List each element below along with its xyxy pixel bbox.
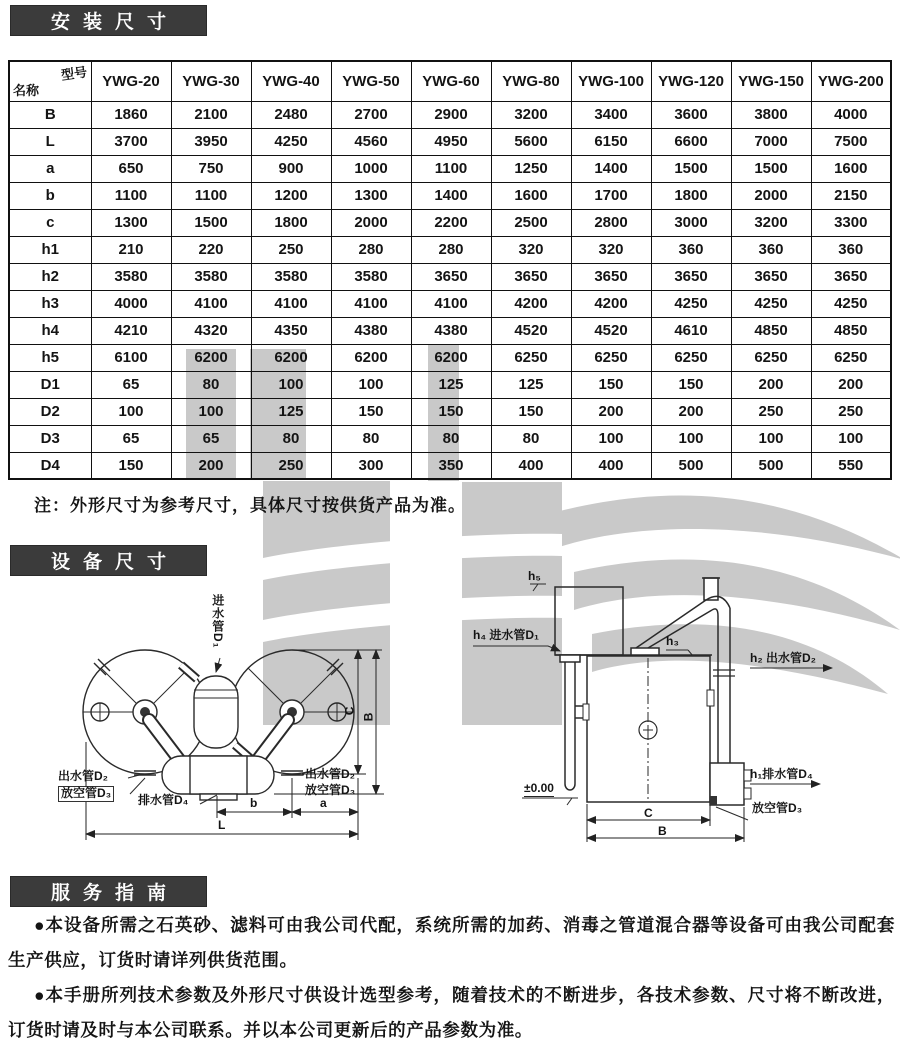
table-cell: 400 [491, 452, 571, 479]
table-cell: 125 [251, 398, 331, 425]
table-cell: 3800 [731, 101, 811, 128]
table-cell: 500 [731, 452, 811, 479]
top-view-vent-right-label: 放空管D₃ [305, 783, 356, 797]
table-cell: 500 [651, 452, 731, 479]
top-view-vent-left-label: 放空管D₃ [58, 786, 114, 802]
corner-label-model: 型号 [60, 64, 89, 83]
side-view-level-label: ±0.00 [524, 781, 554, 795]
top-view-drain-label: 排水管D₄ [138, 793, 189, 807]
corner-label-name: 名称 [13, 82, 40, 98]
table-cell: 1500 [651, 155, 731, 182]
table-cell: 360 [811, 236, 891, 263]
table-cell: 320 [571, 236, 651, 263]
table-cell: 2700 [331, 101, 411, 128]
table-cell: 150 [411, 398, 491, 425]
section-title: 安装尺寸 [50, 12, 179, 33]
table-cell: 3650 [651, 263, 731, 290]
table-cell: 6150 [571, 128, 651, 155]
table-cell: 150 [571, 371, 651, 398]
table-cell: 1300 [91, 209, 171, 236]
table-cell: 6200 [171, 344, 251, 371]
table-cell: 220 [171, 236, 251, 263]
table-row [9, 344, 891, 371]
table-cell: 4250 [651, 290, 731, 317]
dim-label-b: b [250, 796, 258, 810]
side-view-drain-label: h₁排水管D₄ [750, 767, 813, 781]
table-cell: 4850 [731, 317, 811, 344]
table-cell: 4200 [571, 290, 651, 317]
row-label: D3 [9, 425, 91, 452]
column-header: YWG-60 [411, 61, 491, 101]
table-cell: 4250 [811, 290, 891, 317]
table-cell: 100 [651, 425, 731, 452]
table-cell: 1800 [251, 209, 331, 236]
table-cell: 4350 [251, 317, 331, 344]
table-cell: 4250 [731, 290, 811, 317]
table-cell: 150 [91, 452, 171, 479]
table-cell: 900 [251, 155, 331, 182]
side-view-h5-label: h₅ [528, 569, 541, 583]
table-cell: 1500 [171, 209, 251, 236]
row-label: h2 [9, 263, 91, 290]
table-row [9, 182, 891, 209]
table-cell: 3650 [571, 263, 651, 290]
section-header-device-dimensions [10, 545, 207, 576]
table-cell: 280 [331, 236, 411, 263]
column-header: YWG-50 [331, 61, 411, 101]
service-paragraph: ●本手册所列技术参数及外形尺寸供设计选型参考，随着技术的不断进步，各技术参数、尺寸将不断改进，订货时请及时与本公司联系。并以本公司更新后的产品参数为准。 [8, 985, 895, 1040]
table-row [9, 371, 891, 398]
side-view-linework [450, 558, 900, 858]
table-cell: 3200 [491, 101, 571, 128]
table-cell: 3650 [811, 263, 891, 290]
dim-label-big-b: B [361, 712, 376, 722]
table-cell: 650 [91, 155, 171, 182]
row-label: h5 [9, 344, 91, 371]
row-label: D1 [9, 371, 91, 398]
table-cell: 4000 [811, 101, 891, 128]
table-cell: 100 [811, 425, 891, 452]
table-cell: 100 [251, 371, 331, 398]
dim-label-l: L [218, 818, 226, 832]
table-cell: 6600 [651, 128, 731, 155]
table-cell: 750 [171, 155, 251, 182]
service-paragraph: ●本设备所需之石英砂、滤料可由我公司代配，系统所需的加药、消毒之管道混合器等设备可由我公司配套生产供应，订货时请详列供货范围。 [8, 915, 895, 970]
table-cell: 1500 [731, 155, 811, 182]
top-view-outlet-left-label: 出水管D₂ [58, 769, 108, 783]
table-cell: 200 [571, 398, 651, 425]
table-cell: 200 [731, 371, 811, 398]
table-cell: 4850 [811, 317, 891, 344]
table-cell: 4950 [411, 128, 491, 155]
table-cell: 1700 [571, 182, 651, 209]
table-cell: 6250 [491, 344, 571, 371]
table-row [9, 452, 891, 479]
side-view-drawing [450, 558, 900, 858]
table-cell: 1100 [91, 182, 171, 209]
table-cell: 3580 [251, 263, 331, 290]
dim-label-a: a [320, 796, 327, 810]
table-row [9, 101, 891, 128]
table-footnote: 注：外形尺寸为参考尺寸，具体尺寸按供货产品为准。 [34, 496, 466, 515]
table-cell: 1200 [251, 182, 331, 209]
table-cell: 2500 [491, 209, 571, 236]
table-cell: 3580 [331, 263, 411, 290]
table-cell: 250 [251, 236, 331, 263]
table-cell: 6250 [571, 344, 651, 371]
table-cell: 150 [331, 398, 411, 425]
table-cell: 6250 [811, 344, 891, 371]
row-label: h1 [9, 236, 91, 263]
table-cell: 4520 [571, 317, 651, 344]
table-cell: 6200 [251, 344, 331, 371]
table-cell: 65 [171, 425, 251, 452]
table-row [9, 398, 891, 425]
table-cell: 3580 [91, 263, 171, 290]
table-row [9, 290, 891, 317]
table-cell: 2480 [251, 101, 331, 128]
side-view-vent-label: 放空管D₃ [752, 801, 803, 815]
table-cell: 100 [571, 425, 651, 452]
table-cell: 2800 [571, 209, 651, 236]
table-cell: 80 [251, 425, 331, 452]
side-view-inlet-label: h₄ 进水管D₁ [473, 628, 540, 642]
table-cell: 7000 [731, 128, 811, 155]
column-header: YWG-120 [651, 61, 731, 101]
table-cell: 200 [651, 398, 731, 425]
table-cell: 4100 [331, 290, 411, 317]
table-row [9, 155, 891, 182]
row-label: L [9, 128, 91, 155]
top-view-drawing [50, 582, 422, 854]
table-cell: 4100 [251, 290, 331, 317]
table-cell: 125 [411, 371, 491, 398]
table-cell: 3700 [91, 128, 171, 155]
table-cell: 4100 [171, 290, 251, 317]
table-cell: 80 [411, 425, 491, 452]
table-cell: 3650 [411, 263, 491, 290]
table-cell: 3300 [811, 209, 891, 236]
table-row [9, 209, 891, 236]
table-cell: 4000 [91, 290, 171, 317]
column-header: YWG-150 [731, 61, 811, 101]
table-cell: 4610 [651, 317, 731, 344]
table-cell: 350 [411, 452, 491, 479]
table-cell: 125 [491, 371, 571, 398]
table-cell: 1300 [331, 182, 411, 209]
table-cell: 3200 [731, 209, 811, 236]
table-cell: 360 [731, 236, 811, 263]
table-cell: 80 [331, 425, 411, 452]
row-label: D4 [9, 452, 91, 479]
top-view-outlet-right-label: 出水管D₂ [305, 767, 355, 781]
table-cell: 4380 [411, 317, 491, 344]
table-cell: 2900 [411, 101, 491, 128]
table-cell: 2000 [331, 209, 411, 236]
table-cell: 2000 [731, 182, 811, 209]
table-cell: 4200 [491, 290, 571, 317]
table-cell: 6250 [731, 344, 811, 371]
table-cell: 2200 [411, 209, 491, 236]
table-cell: 250 [811, 398, 891, 425]
table-cell: 6200 [331, 344, 411, 371]
table-row [9, 236, 891, 263]
table-cell: 100 [731, 425, 811, 452]
table-cell: 3950 [171, 128, 251, 155]
row-label: h4 [9, 317, 91, 344]
table-cell: 6200 [411, 344, 491, 371]
table-row [9, 263, 891, 290]
table-cell: 80 [491, 425, 571, 452]
service-guide-text [8, 908, 895, 1048]
table-cell: 3650 [731, 263, 811, 290]
table-cell: 320 [491, 236, 571, 263]
table-cell: 210 [91, 236, 171, 263]
column-header: YWG-200 [811, 61, 891, 101]
column-header: YWG-40 [251, 61, 331, 101]
table-cell: 150 [491, 398, 571, 425]
section-header-service-guide [10, 876, 207, 907]
table-row [9, 317, 891, 344]
section-title: 服务指南 [50, 883, 179, 904]
table-cell: 80 [171, 371, 251, 398]
table-cell: 550 [811, 452, 891, 479]
table-cell: 1800 [651, 182, 731, 209]
table-cell: 280 [411, 236, 491, 263]
table-cell: 1600 [811, 155, 891, 182]
table-cell: 4560 [331, 128, 411, 155]
table-cell: 2150 [811, 182, 891, 209]
table-cell: 1250 [491, 155, 571, 182]
table-header-row [9, 61, 891, 101]
table-cell: 3000 [651, 209, 731, 236]
table-cell: 400 [571, 452, 651, 479]
column-header: YWG-30 [171, 61, 251, 101]
table-cell: 1600 [491, 182, 571, 209]
corner-header-cell [9, 61, 91, 101]
table-cell: 6100 [91, 344, 171, 371]
table-cell: 200 [811, 371, 891, 398]
table-cell: 1860 [91, 101, 171, 128]
table-cell: 3600 [651, 101, 731, 128]
side-dim-label-c: C [644, 806, 653, 820]
row-label: D2 [9, 398, 91, 425]
side-view-h3-label: h₃ [666, 634, 679, 648]
table-cell: 5600 [491, 128, 571, 155]
table-cell: 6250 [651, 344, 731, 371]
column-header: YWG-80 [491, 61, 571, 101]
table-cell: 300 [331, 452, 411, 479]
table-cell: 4520 [491, 317, 571, 344]
section-title: 设备尺寸 [50, 552, 179, 573]
top-view-inlet-label: 进水管D₁ [210, 594, 225, 649]
column-header: YWG-100 [571, 61, 651, 101]
table-cell: 1400 [411, 182, 491, 209]
table-cell: 200 [171, 452, 251, 479]
table-cell: 1400 [571, 155, 651, 182]
row-label: B [9, 101, 91, 128]
row-label: c [9, 209, 91, 236]
table-row [9, 425, 891, 452]
table-cell: 4380 [331, 317, 411, 344]
table-cell: 65 [91, 371, 171, 398]
dim-label-c: C [342, 706, 357, 716]
table-cell: 4100 [411, 290, 491, 317]
table-cell: 4210 [91, 317, 171, 344]
table-cell: 4250 [251, 128, 331, 155]
table-cell: 4320 [171, 317, 251, 344]
table-cell: 2100 [171, 101, 251, 128]
table-cell: 100 [171, 398, 251, 425]
table-cell: 250 [731, 398, 811, 425]
table-cell: 250 [251, 452, 331, 479]
table-cell: 7500 [811, 128, 891, 155]
dimensions-table [8, 60, 892, 480]
column-header: YWG-20 [91, 61, 171, 101]
row-label: a [9, 155, 91, 182]
table-cell: 3650 [491, 263, 571, 290]
table-cell: 1100 [411, 155, 491, 182]
table-cell: 100 [91, 398, 171, 425]
table-cell: 3400 [571, 101, 651, 128]
table-cell: 1000 [331, 155, 411, 182]
table-cell: 1100 [171, 182, 251, 209]
table-row [9, 128, 891, 155]
row-label: b [9, 182, 91, 209]
section-header-install-dimensions [10, 5, 207, 36]
table-cell: 100 [331, 371, 411, 398]
table-cell: 65 [91, 425, 171, 452]
table-cell: 3580 [171, 263, 251, 290]
table-cell: 360 [651, 236, 731, 263]
row-label: h3 [9, 290, 91, 317]
table-cell: 150 [651, 371, 731, 398]
side-view-outlet-label: h₂ 出水管D₂ [750, 651, 816, 665]
side-dim-label-b: B [658, 824, 667, 838]
